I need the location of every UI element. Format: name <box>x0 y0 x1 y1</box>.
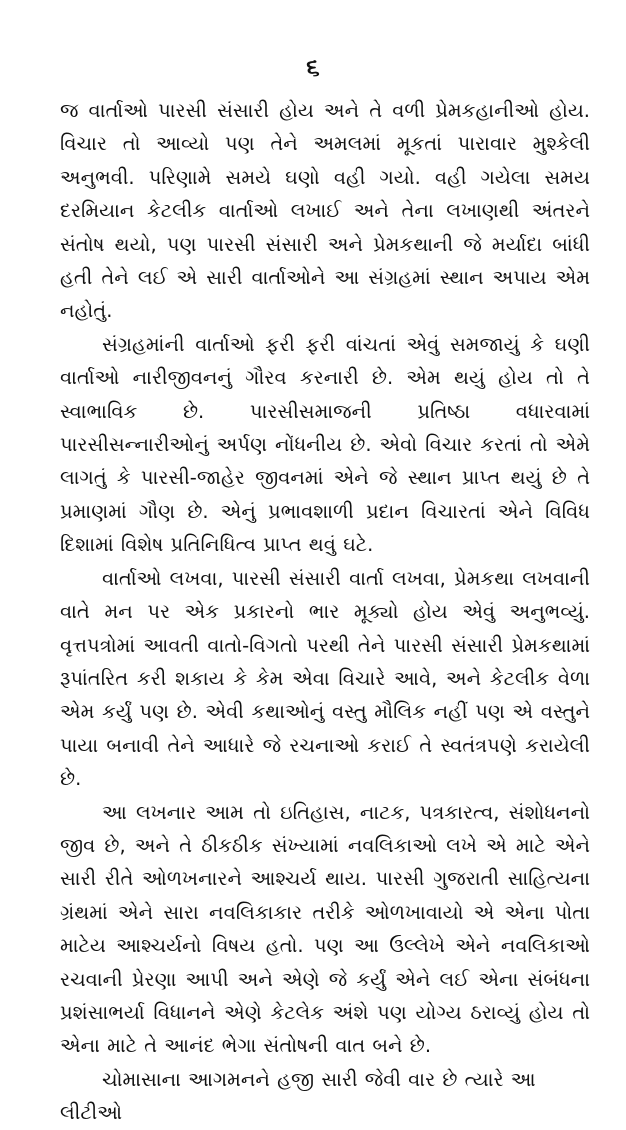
paragraph-3: વાર્તાઓ લખવા, પારસી સંસારી વાર્તા લખવા, પ્રેમકથા લખવાની વાતે મન પર એક પ્રકારનો ભાર મૂક્યો હોય એવું અનુભવ્યું. વૃત્તપત્રોમાં આવતી વાતો-વિગતો પરથી તેને પારસી સંસારી પ્રેમકથામાં રૂપાંતરિત કરી શકાય કે કેમ એવા વિચારે આવે, અને કેટલીક વેળા એમ કર્યું પણ છે. એવી કથાઓનું વસ્તુ મૌલિક નહીં પણ એ વસ્તુને પાયા બનાવી તેને આધારે જે રચનાઓ કરાઈ તે સ્વતંત્રપણે કરાયેલી છે. <box>60 566 590 791</box>
paragraph-1: જ વાર્તાઓ પારસી સંસારી હોય અને તે વળી પ્રેમકહાનીઓ હોય. વિચાર તો આવ્યો પણ તેને અમલમાં મૂકતાં પારાવાર મુશ્કેલી અનુભવી. પરિણામે સમયે ઘણો વહી ગયો. વહી ગયેલા સમય દરમિયાન કેટલીક વાર્તાઓ લખાઈ અને તેના લખાણથી અંતરને સંતોષ થયો, પણ પારસી સંસારી અને પ્રેમકથાની જે મર્યાદા બાંધી હતી તેને લઈ એ સારી વાર્તાઓને આ સંગ્રહમાં સ્થાન અપાય એમ નહોતું. <box>60 99 590 323</box>
paragraph-4: આ લખનાર આમ તો ઇતિહાસ, નાટક, પત્રકારત્વ, સંશોધનનો જીવ છે, અને તે ઠીકઠીક સંખ્યામાં નવલિકાઓ લખે એ માટે એને સારી રીતે ઓળખનારને આશ્ચર્ય થાય. પારસી ગુજરાતી સાહિત્યના ગ્રંથમાં એને સારા નવલિકાકાર તરીકે ઓળખાવાયો એ એના પોતા માટેય આશ્ચર્યનો વિષય હતો. પણ આ ઉલ્લેખે એને નવલિકાઓ રચવાની પ્રેરણા આપી અને એણે જે કર્યું એને લઈ એના સંબંધના પ્રશંસાભર્યા વિધાનને એણે કેટલેક અંશે પણ યોગ્ય ઠરાવ્યું હોય તો એના માટે તે આનંદ ભેગા સંતોષની વાત બને છે. <box>60 800 590 1058</box>
paragraph-2: સંગ્રહમાંની વાર્તાઓ ફરી ફરી વાંચતાં એવું સમજાયું કે ઘણી વાર્તાઓ નારીજીવનનું ગૌરવ કરનારી છે. એમ થયું હોય તો તે સ્વાભાવિક છે. પારસીસમાજની પ્રતિષ્ઠા વધારવામાં પારસીસન્નારીઓનું અર્પણ નોંધનીય છે. એવો વિચાર કરતાં તો એમે લાગતું કે પારસી-જાહેર જીવનમાં એને જે સ્થાન પ્રાપ્ત થયું છે તે પ્રમાણમાં ગૌણ છે. એનું પ્રભાવશાળી પ્રદાન વિચારતાં એને વિવિધ દિશામાં વિશેષ પ્રતિનિધિત્વ પ્રાપ્ત થવું ઘટે. <box>60 332 590 557</box>
body-text <box>60 94 590 1130</box>
paragraph-5: ચોમાસાના આગમનને હજી સારી જેવી વાર છે ત્યારે આ લીટીઓ <box>60 1067 536 1125</box>
page-number: ૬ <box>306 53 320 81</box>
